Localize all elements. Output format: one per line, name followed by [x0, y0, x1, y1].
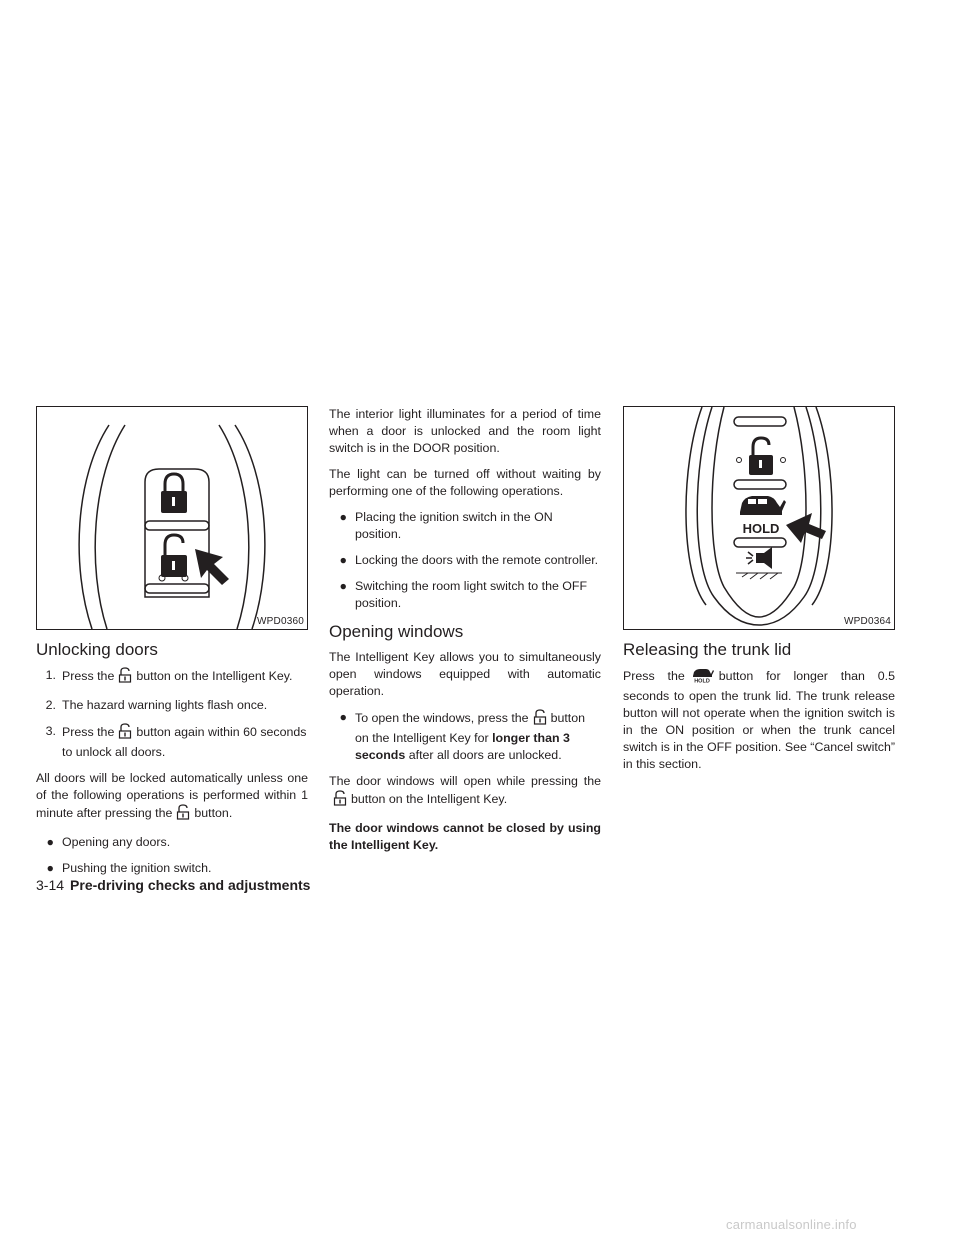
trunk-hold-icon [689, 667, 715, 688]
unlock-icon [533, 709, 547, 730]
bullet-text: Pushing the ignition switch. [62, 861, 212, 875]
windows-paragraph-2 [329, 773, 601, 811]
heading-unlocking-doors: Unlocking doors [36, 640, 158, 659]
bullet-dot: ● [46, 861, 54, 875]
bullet-text: Locking the doors with the remote controller. [355, 553, 599, 567]
unlock-icon [333, 790, 347, 811]
step-text: Press the [62, 669, 115, 683]
bullet-text: after all doors are unlocked. [408, 748, 562, 762]
step-2 [36, 697, 308, 714]
bullet-text: To open the windows, press the [355, 711, 529, 725]
step-text: The hazard warning lights flash once. [62, 698, 268, 712]
bullet-item [329, 552, 601, 569]
section-title: Pre-driving checks and adjustments [70, 877, 311, 893]
bullet-text: button on the Intelligent Key for [355, 711, 586, 745]
trunk-paragraph [623, 667, 895, 773]
step-text: button again within 60 seconds to unlock all doors. [62, 725, 307, 759]
bullet-item [329, 509, 601, 543]
bullet-item [329, 578, 601, 612]
unlock-icon [118, 667, 132, 688]
windows-paragraph: The Intelligent Key allows you to simultaneously open windows equipped with automatic operation. [329, 650, 601, 698]
page-footer [36, 876, 310, 894]
bullet-dot: ● [339, 510, 347, 524]
bullet-item [36, 860, 308, 877]
intelligent-key-illustration [37, 407, 307, 629]
lock-icon [161, 474, 187, 513]
heading-opening-windows: Opening windows [329, 622, 464, 641]
paragraph-text: button. [194, 806, 233, 820]
intelligent-key-trunk-illustration [624, 407, 894, 629]
interior-light-paragraph-2: The light can be turned off without waiting by performing one of the following operations. [329, 467, 601, 498]
pointer-arrow-icon [195, 549, 229, 585]
paragraph-text: All doors will be locked automatically unless one of the following operations is performed within 1 minute after pressing the [36, 771, 308, 820]
watermark: carmanualsonline.info [726, 1217, 857, 1232]
paragraph-text: Press the [623, 669, 685, 683]
unlock-icon [161, 535, 187, 577]
trunk-icon [740, 496, 786, 515]
step-number: 2. [45, 698, 56, 712]
step-text: Press the [62, 725, 115, 739]
bullet-dot: ● [339, 710, 347, 724]
bullet-dot: ● [339, 579, 347, 593]
column-1 [36, 406, 308, 886]
figure-key-unlock [36, 406, 308, 630]
unlock-icon [749, 438, 773, 475]
step-3 [36, 723, 308, 761]
bullet-text: Switching the room light switch to the OFF position. [355, 579, 588, 610]
figure-label: WPD0360 [257, 616, 304, 627]
paragraph-text: The door windows will open while pressing the [329, 774, 601, 788]
unlock-icon [118, 723, 132, 744]
unlock-icon [176, 804, 190, 825]
step-text: button on the Intelligent Key. [136, 669, 293, 683]
bullet-dot: ● [46, 835, 54, 849]
page-number: 3-14 [36, 877, 65, 893]
bullet-emphasis: longer than 3 seconds [355, 731, 570, 762]
bullet-dot: ● [339, 553, 347, 567]
hold-label: HOLD [742, 521, 780, 536]
panic-horn-icon [746, 547, 772, 569]
bullet-item [329, 709, 601, 764]
auto-lock-paragraph [36, 770, 308, 825]
bullet-item [36, 834, 308, 851]
column-2 [329, 406, 601, 863]
step-number: 1. [45, 668, 56, 682]
figure-key-trunk [623, 406, 895, 630]
figure-label: WPD0364 [844, 616, 891, 627]
step-1 [36, 667, 308, 688]
bullet-text: Placing the ignition switch in the ON position. [355, 510, 553, 541]
svg-text:HOLD: HOLD [693, 678, 710, 683]
step-number: 3. [45, 724, 56, 738]
heading-releasing-trunk-lid: Releasing the trunk lid [623, 640, 792, 659]
bullet-text: Opening any doors. [62, 835, 171, 849]
paragraph-text: button for longer than 0.5 seconds to open the trunk lid. The trunk release button will not operate when the ignition switch is in the ON position or when the trunk cancel switch is in the OFF position. See “Cancel switch” in this section. [623, 669, 896, 771]
paragraph-text: button on the Intelligent Key. [351, 792, 508, 806]
column-3 [623, 406, 895, 782]
interior-light-paragraph: The interior light illuminates for a period of time when a door is unlocked and the room light switch is in the DOOR position. [329, 407, 601, 455]
windows-warning: The door windows cannot be closed by using the Intelligent Key. [329, 821, 601, 852]
